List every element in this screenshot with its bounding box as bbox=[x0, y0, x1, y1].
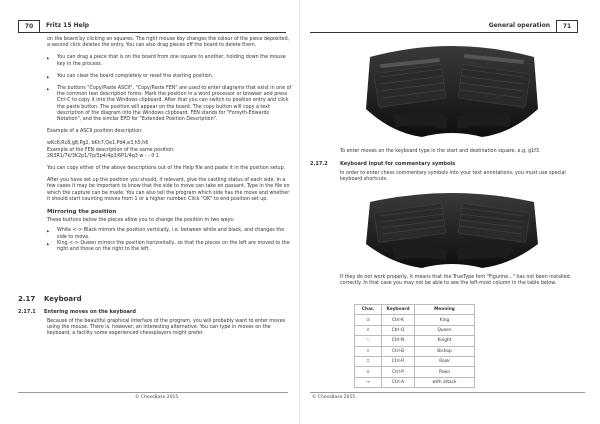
shortcut-cell: Ctrl-Q bbox=[382, 325, 415, 335]
bullet-drag: ▶ You can drag a piece that is on the board from one square to another, holding down the mouse key in the process. bbox=[47, 55, 292, 67]
symbol-cell: ♔ bbox=[355, 315, 382, 325]
column-header-char: Char. bbox=[355, 305, 382, 315]
meaning-cell: with attack bbox=[415, 377, 475, 387]
shortcut-cell: Ctrl-K bbox=[382, 315, 415, 325]
commentary-symbols-table bbox=[354, 304, 475, 388]
page-footer: © ChessBase 2015 bbox=[135, 395, 179, 400]
intro-paragraph: on the board by clicking on squares. The right mouse key changes the colour of the piece deposited, a second click deletes the entry. You can also drag pieces off the board to delete them. bbox=[47, 37, 290, 49]
mirroring-intro: These buttons below the pieces allow you to change the position in two ways: bbox=[47, 218, 235, 224]
table-row bbox=[355, 336, 475, 346]
mirroring-heading: Mirroring the position bbox=[47, 209, 117, 216]
table-row bbox=[355, 346, 475, 356]
section-number: 2.17 bbox=[18, 295, 36, 303]
symbol-cell: ♕ bbox=[355, 325, 382, 335]
keyboard-image bbox=[362, 186, 542, 272]
not-working-paragraph: If they do not work properly, it means that the TrueType font "Figurine..." has not been installed correctly. In that case you may not be able to see the left-most column in the table below. bbox=[340, 275, 570, 287]
subsection-heading bbox=[310, 161, 455, 167]
table-row bbox=[355, 315, 475, 325]
page-number: 71 bbox=[556, 20, 578, 33]
symbol-cell: → bbox=[355, 377, 382, 387]
commentary-intro-paragraph: In order to enter chess commentary symbols into your text annotations, you must use special keyboard shortcuts. bbox=[340, 171, 566, 183]
fen-example-value: 2R3R1/7k/3K2p1/7p/3p4/4p3/6P1/4q3 w - - 0 1 bbox=[47, 153, 159, 159]
symbol-cell: ♖ bbox=[355, 356, 382, 366]
ascii-example-value: wKc6,Rc8,g8,Pg2, bKh7,Qe1,Pd4,e3,h5,h6 bbox=[47, 141, 149, 147]
section-title: Keyboard bbox=[44, 295, 82, 303]
table-row bbox=[355, 377, 475, 387]
symbol-cell: ♘ bbox=[355, 336, 382, 346]
left-page-body bbox=[47, 37, 292, 259]
bullet-copy-paste: ▶ The buttons "Copy/Paste ASCII", "Copy/Paste FEN" are used to enter diagrams that exist in one of the common text description forms. Mark the position in a word processor or browser and press Ctrl-C to copy it into the Windows clipboard. After that you can switch to position entry and click the paste button. The position will appear on the board. The copy button will copy a text description of the diagram into the Windows clipboard. FEN stands for "Forsyth-Edwards Notation", and the similar EPD for "Extended Position Description". bbox=[47, 86, 292, 123]
column-header-meaning: Meaning bbox=[415, 305, 475, 315]
table-row bbox=[355, 356, 475, 366]
bullet-white-black: ▶ White <-> Black mirrors the position vertically, i.e. between white and black, and changes the side to move. bbox=[47, 228, 292, 240]
meaning-cell: King bbox=[415, 315, 475, 325]
footer-rule bbox=[18, 392, 288, 393]
copy-either-paragraph: You can copy either of the above descriptions out of the Help file and paste it in the position setup. bbox=[47, 166, 286, 172]
enter-moves-paragraph: To enter moves on the keyboard type in the start and destination square, e.g. g1f3. bbox=[340, 149, 541, 154]
subsection-heading bbox=[18, 309, 136, 315]
symbol-cell: ♙ bbox=[355, 367, 382, 377]
keyboard-image bbox=[362, 37, 542, 145]
subsection-number: 2.17.2 bbox=[310, 161, 328, 167]
entering-moves-body bbox=[47, 319, 292, 344]
ergonomic-keyboard-icon bbox=[362, 37, 542, 145]
table-header-row bbox=[355, 305, 475, 315]
shortcut-cell: Ctrl-R bbox=[382, 356, 415, 366]
shortcut-cell: Ctrl-A bbox=[382, 377, 415, 387]
meaning-cell: Queen bbox=[415, 325, 475, 335]
column-header-keyboard: Keyboard bbox=[382, 305, 415, 315]
shortcut-cell: Ctrl-N bbox=[382, 336, 415, 346]
meaning-cell: Bishop bbox=[415, 346, 475, 356]
bullet-clear: ▶ You can clear the board completely or reset the starting position. bbox=[47, 74, 292, 80]
subsection-title: Keyboard input for commentary symbols bbox=[340, 161, 456, 167]
ascii-example-label: Example of a ASCII position description: bbox=[47, 129, 143, 135]
ergonomic-keyboard-icon bbox=[362, 186, 542, 272]
table-row bbox=[355, 325, 475, 335]
shortcut-cell: Ctrl-B bbox=[382, 346, 415, 356]
meaning-cell: Knight bbox=[415, 336, 475, 346]
footer-rule bbox=[310, 392, 585, 393]
right-page bbox=[300, 0, 600, 424]
left-page-header bbox=[18, 20, 286, 32]
page-number: 70 bbox=[18, 20, 40, 33]
right-page-header bbox=[310, 20, 578, 32]
subsection-number: 2.17.1 bbox=[18, 309, 36, 315]
meaning-cell: Rook bbox=[415, 356, 475, 366]
after-setup-paragraph: After you have set up the position you should, if relevant, give the castling status of each side. In a few cases it may be important to know that the side to move can take en passant. Type in the file on which the capture can be made. You can also tell the program which side has the move and whether it should start counting moves from 1 or a higher number. Click "OK" to end position set up. bbox=[47, 178, 290, 202]
header-rule bbox=[310, 32, 578, 33]
shortcut-cell: Ctrl-P bbox=[382, 367, 415, 377]
bullet-king-queen: ▶ King <-> Queen mirrors the position horizontally, so that the pieces on the left are moved to the right and those on the right to the left. bbox=[47, 241, 292, 253]
meaning-cell: Pawn bbox=[415, 367, 475, 377]
fen-example-label: Example of the FEN description of the same position: bbox=[47, 147, 175, 153]
page-footer: © ChessBase 2015 bbox=[312, 395, 356, 400]
page-header-title: General operation bbox=[488, 22, 550, 29]
subsection-title: Entering moves on the keyboard bbox=[44, 309, 136, 315]
page-header-title: Fritz 15 Help bbox=[46, 22, 90, 29]
table-row bbox=[355, 367, 475, 377]
symbol-cell: ♗ bbox=[355, 346, 382, 356]
entering-moves-paragraph: Because of the beautiful graphical interface of the program, you will probably want to enter moves using the mouse. There is, however, an interesting alternative. You can type in moves on the keyboard, a facility some experienced chessplayers might prefer. bbox=[47, 319, 286, 337]
section-heading bbox=[18, 295, 82, 303]
header-rule bbox=[18, 32, 286, 33]
